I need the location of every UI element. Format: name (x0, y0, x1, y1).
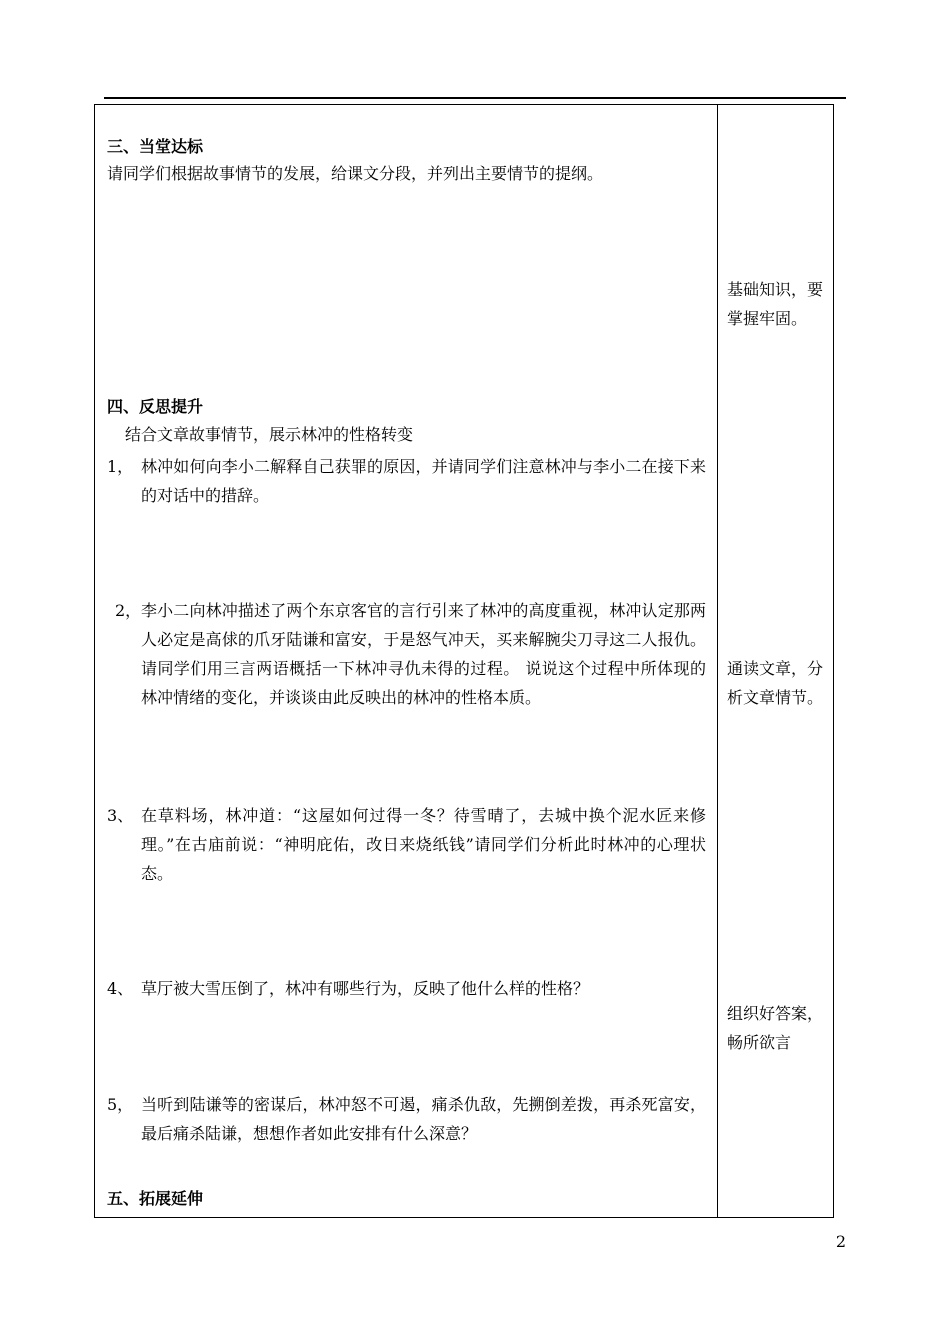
item-3-text: 在草料场，林冲道：“这屋如何过得一冬？待雪晴了，去城中换个泥水匠来修理。”在古庙前说：“神明庇佑，改日来烧纸钱”请同学们分析此时林冲的心理状态。 (141, 806, 706, 883)
item-5-number: 5， (107, 1095, 134, 1114)
header-rule (104, 97, 846, 99)
side-note-2: 通读文章，分析文章情节。 (727, 659, 824, 707)
item-2-number: 2， (115, 601, 142, 620)
item-3-number: 3、 (107, 806, 134, 825)
side-note-1: 基础知识，要掌握牢固。 (727, 280, 824, 328)
item-2-text: 李小二向林冲描述了两个东京客官的言行引来了林冲的高度重视，林冲认定那两人必定是高俅的爪牙陆谦和富安，于是怒气冲天，买来解腕尖刀寻这二人报仇。请同学们用三言两语概括一下林冲寻仇未得的过程。 说说这个过程中所体现的林冲情绪的变化，并谈谈由此反映出的林冲的性格本质。 (141, 601, 706, 707)
item-4-text: 草厅被大雪压倒了，林冲有哪些行为，反映了他什么样的性格？ (141, 979, 590, 998)
side-note-3: 组织好答案，畅所欲言 (727, 1004, 824, 1052)
item-4-number: 4、 (107, 979, 134, 998)
item-1-text: 林冲如何向李小二解释自己获罪的原因，并请同学们注意林冲与李小二在接下来的对话中的措辞。 (141, 457, 706, 505)
page-number: 2 (835, 1232, 846, 1251)
item-1-number: 1， (107, 457, 134, 476)
column-divider (717, 105, 718, 1217)
lesson-table (94, 104, 834, 1218)
item-5-text: 当听到陆谦等的密谋后，林冲怒不可遏，痛杀仇敌，先搠倒差拨，再杀死富安，最后痛杀陆谦，想想作者如此安排有什么深意？ (141, 1095, 706, 1143)
section-4-heading: 四、反思提升 (107, 397, 204, 416)
section-3-heading: 三、当堂达标 (107, 137, 204, 156)
section-3-instruction: 请同学们根据故事情节的发展，给课文分段，并列出主要情节的提纲。 (107, 164, 604, 183)
section-4-intro: 结合文章故事情节，展示林冲的性格转变 (125, 425, 414, 444)
section-5-heading: 五、拓展延伸 (107, 1189, 204, 1208)
